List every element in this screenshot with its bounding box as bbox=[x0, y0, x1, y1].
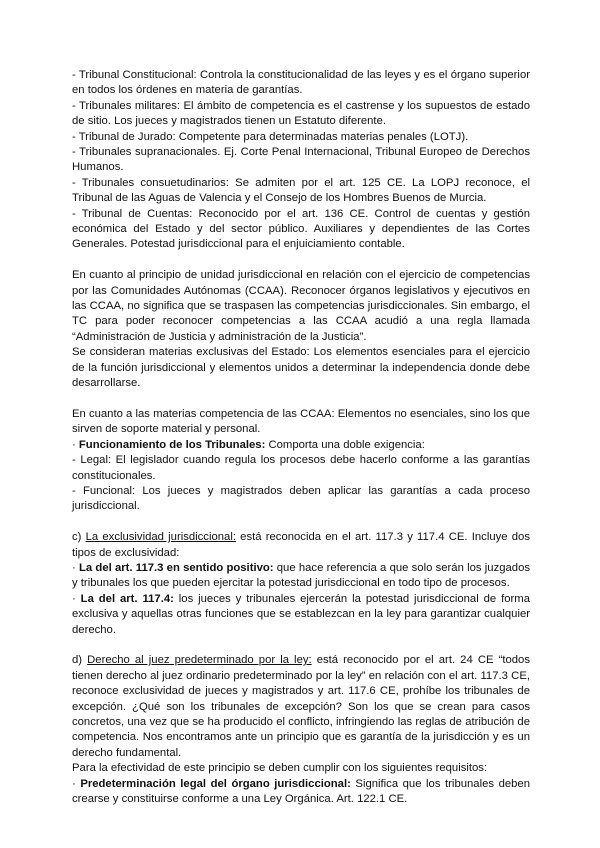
bullet: · bbox=[72, 592, 81, 605]
art-117-4-heading: La del art. 117.4: bbox=[80, 592, 174, 605]
item-tribunal-constitucional: - Tribunal Constitucional: Controla la constitucionalidad de las leyes y es el órgano superior en todos los órdenes en materia de garantías. bbox=[72, 69, 530, 97]
item-tribunales-supranacionales: - Tribunales supranacionales. Ej. Corte Penal Internacional, Tribunal Europeo de Derechos Humanos. bbox=[72, 146, 530, 174]
exclusividad-117-4-item bbox=[72, 592, 530, 638]
section-letter: d) bbox=[72, 654, 88, 667]
exclusividad-paragraph bbox=[72, 530, 530, 561]
ccaa-paragraph: En cuanto a las materias competencia de las CCAA: Elementos no esenciales, sino los que sirven de soporte material y personal. bbox=[72, 407, 530, 436]
document-page bbox=[72, 68, 530, 807]
juez-paragraph bbox=[72, 653, 530, 761]
materias-estado-paragraph: Se consideran materias exclusivas del Estado: Los elementos esenciales para el ejercicio de la función jurisdiccional y elementos unidos a determinar la independencia donde debe desarrollarse. bbox=[72, 346, 530, 390]
item-tribunales-militares: - Tribunales militares: El ámbito de competencia es el castrense y los supuestos de estado de sitio. Los jueces y magistrados tienen un Estatuto diferente. bbox=[72, 99, 530, 128]
item-tribunal-jurado: - Tribunal de Jurado: Competente para determinadas materias penales (LOTJ). bbox=[72, 130, 469, 143]
exclusividad-positiva-item bbox=[72, 561, 530, 592]
exclusividad-text: está reconocida en el art. 117.3 y 117.4 CE. Incluye dos tipos de exclusividad: bbox=[72, 531, 530, 559]
bullet: · bbox=[72, 777, 81, 790]
predeterminacion-item bbox=[72, 777, 530, 808]
art-117-4-text: los jueces y tribunales ejercerán la potestad jurisdiccional de forma exclusiva y aquellas otras funciones que se establezcan en la ley para garantizar cualquier derecho. bbox=[72, 592, 530, 636]
item-tribunal-cuentas: - Tribunal de Cuentas: Reconocido por el art. 136 CE. Control de cuentas y gestión económica del Estado y del sector público. Auxiliares y dependientes de las Cortes Generales. Potestad jurisdiccional para el enjuiciamiento contable. bbox=[72, 207, 530, 251]
predeterminacion-text: Significa que los tribunales deben crearse y constituirse conforme a una Ley Orgánica. Art. 122.1 CE. bbox=[72, 777, 530, 806]
spacer bbox=[72, 515, 530, 530]
funcional-item: - Funcional: Los jueces y magistrados deben aplicar las garantías a cada proceso jurisdiccional. bbox=[72, 484, 530, 513]
juez-title: Derecho al juez predeterminado por la ley: bbox=[87, 654, 312, 667]
funcionamiento-item bbox=[72, 438, 530, 453]
bullet: · bbox=[72, 561, 79, 574]
positiva-text: que hace referencia a que solo serán los juzgados y tribunales los que pueden ejercitar la potestad jurisdiccional en todo tipo de procesos. bbox=[72, 561, 530, 590]
item-tribunales-consuetudinarios: - Tribunales consuetudinarios: Se admiten por el art. 125 CE. La LOPJ reconoce, el Tribunal de las Aguas de Valencia y el Consejo de los Hombres Buenos de Murcia. bbox=[72, 176, 530, 205]
requisitos-paragraph: Para la efectividad de este principio se deben cumplir con los siguientes requisitos: bbox=[72, 762, 488, 775]
section-letter: c) bbox=[72, 531, 86, 544]
funcionamiento-heading: Funcionamiento de los Tribunales: bbox=[78, 438, 266, 451]
funcionamiento-text: Comporta una doble exigencia: bbox=[265, 438, 425, 451]
legal-item: - Legal: El legislador cuando regula los procesos debe hacerlo conforme a las garantías constitucionales. bbox=[72, 454, 530, 482]
positiva-heading: La del art. 117.3 en sentido positivo: bbox=[79, 561, 274, 574]
unidad-paragraph: En cuanto al principio de unidad jurisdiccional en relación con el ejercicio de competencias por las Comunidades Autónomas (CCAA). Reconocer órganos legislativos y ejecutivos en las CCAA, no significa que se traspasen las competencias jurisdiccionales. Sin embargo, el TC para poder reconocer competencias a las CCAA acudió a una regla llamada “Administración de Justicia y administración de la Justicia”. bbox=[72, 269, 530, 343]
predeterminacion-heading: Predeterminación legal del órgano jurisdiccional: bbox=[80, 777, 351, 790]
spacer bbox=[72, 638, 530, 653]
exclusividad-title: La exclusividad jurisdiccional: bbox=[85, 531, 236, 544]
bullet: · bbox=[72, 438, 79, 451]
juez-text: está reconocido por el art. 24 CE “todos tienen derecho al juez ordinario predeterminado por la ley” en relación con el art. 117.3 CE, reconoce exclusividad de jueces y magistrados y art. 117.6 CE, prohíbe los tribunales de excepción. ¿Qué son los tribunales de excepción? Son los que se crean para casos concretos, una vez que se ha producido el conflicto, infringiendo las reglas de atribución de competencia. Nos encontramos ante un principio que es garantía de la jurisdicción y es un derecho fundamental. bbox=[72, 654, 530, 759]
spacer bbox=[72, 392, 530, 407]
spacer bbox=[72, 253, 530, 268]
